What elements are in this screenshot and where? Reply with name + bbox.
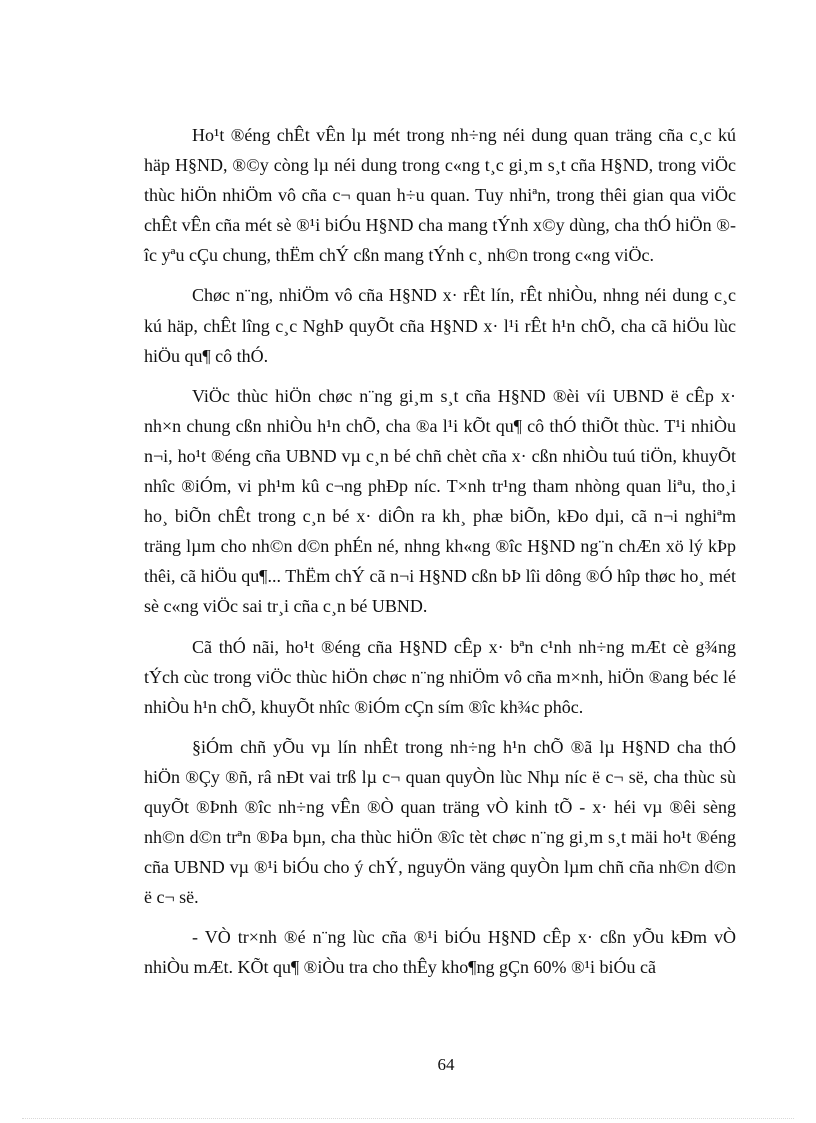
paragraph-5: §iÓm chñ yÕu vµ lín nhÊt trong nh÷ng h¹n chÕ ®ã lµ H§ND cha thÓ hiÖn ®Çy ®ñ, râ nÐt vai trß lµ c¬ quan quyÒn lùc Nhµ níc ë c¬ së, cha thùc sù quyÕt ®Þnh ®îc nh÷ng vÊn ®Ò quan träng vÒ kinh tÕ - x· héi vµ ®êi sèng nh©n d©n trªn ®Þa bµn, cha thùc hiÖn ®îc tèt chøc n¨ng gi¸m s¸t mäi ho¹t ®éng cña UBND vµ ®¹i biÓu cho ý chÝ, nguyÖn väng quyÒn lµm chñ cña nh©n d©n ë c¬ së. xyxy=(144,736,736,908)
paragraph-4: Cã thÓ nãi, ho¹t ®éng cña H§ND cÊp x· bªn c¹nh nh÷ng mÆt cè g¾ng tÝch cùc trong viÖc thùc hiÖn chøc n¨ng nhiÖm vô cña m×nh, hiÖn ®ang béc lé nhiÒu h¹n chÕ, khuyÕt nhîc ®iÓm cÇn sím ®îc kh¾c phôc. xyxy=(144,636,736,717)
page-number: 64 xyxy=(437,1055,455,1074)
paragraph-3: ViÖc thùc hiÖn chøc n¨ng gi¸m s¸t cña H§ND ®èi víi UBND ë cÊp x· nh×n chung cßn nhiÒu h¹n chÕ, cha ®a l¹i kÕt qu¶ cô thÓ thiÕt thùc. T¹i nhiÒu n¬i, ho¹t ®éng cña UBND vµ c¸n bé chñ chèt cña x· cßn nhiÒu tuú tiÖn, khuyÕt nhîc ®iÓm, vi ph¹m kû c¬ng phÐp níc. T×nh tr¹ng tham nhòng quan liªu, tho¸i ho¸ biÕn chÊt trong c¸n bé x· diÔn ra kh¸ phæ biÕn, kÐo dµi, cã n¬i nghiªm träng lµm cho nh©n d©n phÉn né, nhng kh«ng ®îc H§ND ng¨n chÆn xö lý kÞp thêi, cã hiÖu qu¶... ThËm chÝ cã n¬i H§ND cßn bÞ lîi dông ®Ó hîp thøc ho¸ mét sè c«ng viÖc sai tr¸i cña c¸n bé UBND. xyxy=(144,385,736,617)
paragraph-6: - VÒ tr×nh ®é n¨ng lùc cña ®¹i biÓu H§ND cÊp x· cßn yÕu kÐm vÒ nhiÒu mÆt. KÕt qu¶ ®iÒu tra cho thÊy kho¶ng gÇn 60% ®¹i biÓu cã xyxy=(144,927,736,978)
page-bottom-divider xyxy=(22,1118,794,1119)
paragraph-2: Chøc n¨ng, nhiÖm vô cña H§ND x· rÊt lín, rÊt nhiÒu, nhng néi dung c¸c kú häp, chÊt lîng c¸c NghÞ quyÕt cña H§ND x· l¹i rÊt h¹n chÕ, cha cã hiÖu lùc hiÖu qu¶ cô thÓ. xyxy=(144,285,736,366)
paragraph-1: Ho¹t ®éng chÊt vÊn lµ mét trong nh÷ng néi dung quan träng cña c¸c kú häp H§ND, ®©y còng lµ néi dung trong c«ng t¸c gi¸m s¸t cña H§ND, trong viÖc thùc hiÖn nhiÖm vô cña c¬ quan h÷u quan. Tuy nhiªn, trong thêi gian qua viÖc chÊt vÊn cña mét sè ®¹i biÓu H§ND cha mang tÝnh x©y dùng, cha thÓ hiÖn ®îc yªu cÇu chung, thËm chÝ cßn mang tÝnh c¸ nh©n trong c«ng viÖc. xyxy=(144,125,736,266)
body-text xyxy=(144,120,736,993)
